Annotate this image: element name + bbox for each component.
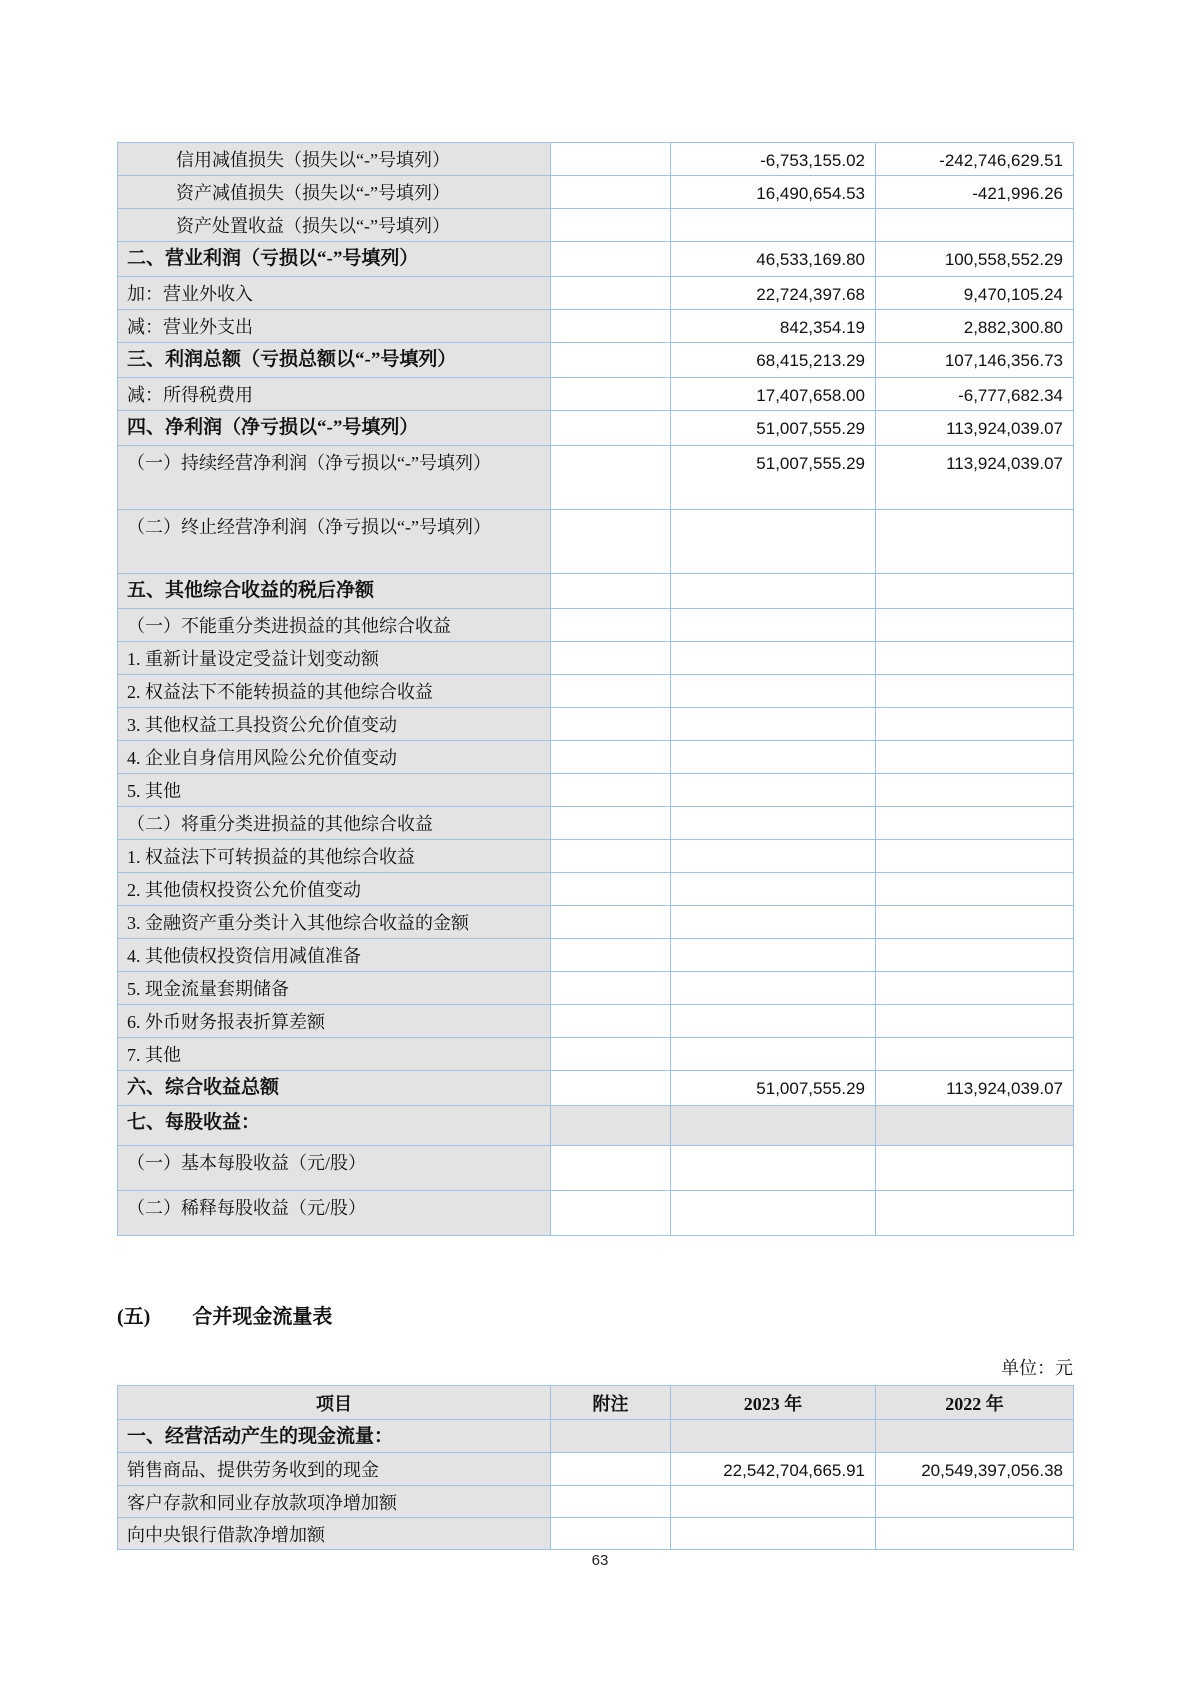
column-header-note: 附注 — [551, 1386, 671, 1420]
row-label: 资产减值损失（损失以“-”号填列） — [118, 176, 551, 209]
row-label: 7. 其他 — [118, 1038, 551, 1071]
table-row — [118, 675, 1074, 708]
row-value-2023: 842,354.19 — [671, 310, 876, 343]
row-value-2023 — [671, 708, 876, 741]
table-row — [118, 176, 1074, 209]
row-value-2023: 16,490,654.53 — [671, 176, 876, 209]
table-row — [118, 807, 1074, 840]
row-label: （一）基本每股收益（元/股） — [118, 1146, 551, 1191]
row-note-cell — [551, 873, 671, 906]
row-note-cell — [551, 446, 671, 510]
table-row — [118, 1486, 1074, 1518]
row-value-2023: 46,533,169.80 — [671, 242, 876, 277]
table-row — [118, 411, 1074, 446]
row-value-2023 — [671, 906, 876, 939]
row-note-cell — [551, 1486, 671, 1518]
row-label: 销售商品、提供劳务收到的现金 — [118, 1453, 551, 1486]
row-value-2023 — [671, 209, 876, 242]
table-row — [118, 574, 1074, 609]
row-value-2023: 51,007,555.29 — [671, 446, 876, 510]
row-value-2022 — [876, 1005, 1074, 1038]
row-label: （二）稀释每股收益（元/股） — [118, 1191, 551, 1236]
table-row — [118, 1005, 1074, 1038]
row-value-2022: 9,470,105.24 — [876, 277, 1074, 310]
row-value-2023 — [671, 1106, 876, 1146]
row-note-cell — [551, 1191, 671, 1236]
row-label: 四、净利润（净亏损以“-”号填列） — [118, 411, 551, 446]
row-value-2023: 51,007,555.29 — [671, 1071, 876, 1106]
row-value-2022 — [876, 1146, 1074, 1191]
row-note-cell — [551, 574, 671, 609]
row-value-2023 — [671, 741, 876, 774]
table-row — [118, 873, 1074, 906]
row-value-2022 — [876, 675, 1074, 708]
row-value-2023 — [671, 873, 876, 906]
row-value-2022 — [876, 741, 1074, 774]
row-value-2023 — [671, 510, 876, 574]
row-note-cell — [551, 176, 671, 209]
row-value-2022: -421,996.26 — [876, 176, 1074, 209]
row-value-2023 — [671, 1038, 876, 1071]
row-label: 三、利润总额（亏损总额以“-”号填列） — [118, 343, 551, 378]
table-row — [118, 609, 1074, 642]
row-note-cell — [551, 1071, 671, 1106]
row-note-cell — [551, 343, 671, 378]
row-value-2022 — [876, 1518, 1074, 1550]
row-note-cell — [551, 1453, 671, 1486]
row-value-2022: 113,924,039.07 — [876, 411, 1074, 446]
row-note-cell — [551, 1005, 671, 1038]
table-row — [118, 446, 1074, 510]
row-value-2023 — [671, 642, 876, 675]
row-value-2022 — [876, 840, 1074, 873]
row-value-2023: -6,753,155.02 — [671, 143, 876, 176]
row-label: 向中央银行借款净增加额 — [118, 1518, 551, 1550]
row-note-cell — [551, 1146, 671, 1191]
row-note-cell — [551, 242, 671, 277]
table-row — [118, 343, 1074, 378]
row-label: 4. 企业自身信用风险公允价值变动 — [118, 741, 551, 774]
row-value-2023 — [671, 939, 876, 972]
row-note-cell — [551, 1420, 671, 1453]
row-note-cell — [551, 510, 671, 574]
table-row — [118, 1453, 1074, 1486]
row-value-2022: 107,146,356.73 — [876, 343, 1074, 378]
row-note-cell — [551, 807, 671, 840]
table-row — [118, 840, 1074, 873]
row-label: 客户存款和同业存放款项净增加额 — [118, 1486, 551, 1518]
table-header-row — [118, 1386, 1074, 1420]
table-row — [118, 642, 1074, 675]
row-value-2022 — [876, 972, 1074, 1005]
row-label: 5. 其他 — [118, 774, 551, 807]
column-header-2023: 2023 年 — [671, 1386, 876, 1420]
row-label: 4. 其他债权投资信用减值准备 — [118, 939, 551, 972]
page-number: 63 — [591, 1552, 609, 1569]
table-row — [118, 209, 1074, 242]
row-note-cell — [551, 906, 671, 939]
row-value-2022 — [876, 873, 1074, 906]
row-value-2022 — [876, 939, 1074, 972]
row-value-2022 — [876, 1486, 1074, 1518]
row-value-2022 — [876, 1038, 1074, 1071]
row-value-2022 — [876, 574, 1074, 609]
table-row — [118, 774, 1074, 807]
row-note-cell — [551, 1038, 671, 1071]
row-value-2022 — [876, 774, 1074, 807]
section-number: (五) — [117, 1306, 151, 1328]
row-label: 一、经营活动产生的现金流量： — [118, 1420, 551, 1453]
row-label: （二）将重分类进损益的其他综合收益 — [118, 807, 551, 840]
table-row — [118, 1191, 1074, 1236]
row-label: 2. 其他债权投资公允价值变动 — [118, 873, 551, 906]
row-value-2022 — [876, 708, 1074, 741]
row-label: （一）持续经营净利润（净亏损以“-”号填列） — [118, 446, 551, 510]
row-label: 1. 重新计量设定受益计划变动额 — [118, 642, 551, 675]
row-value-2022: -6,777,682.34 — [876, 378, 1074, 411]
row-value-2022 — [876, 1106, 1074, 1146]
cashflow-statement-table — [117, 1385, 1074, 1550]
row-note-cell — [551, 1106, 671, 1146]
table-row — [118, 143, 1074, 176]
table-row — [118, 310, 1074, 343]
table-row — [118, 510, 1074, 574]
row-value-2023 — [671, 840, 876, 873]
unit-label: 单位：元 — [1001, 1358, 1073, 1378]
section-heading — [117, 1300, 1073, 1329]
row-note-cell — [551, 209, 671, 242]
row-note-cell — [551, 708, 671, 741]
row-label: 五、其他综合收益的税后净额 — [118, 574, 551, 609]
row-note-cell — [551, 1518, 671, 1550]
table-row — [118, 939, 1074, 972]
row-label: 1. 权益法下可转损益的其他综合收益 — [118, 840, 551, 873]
row-label: 2. 权益法下不能转损益的其他综合收益 — [118, 675, 551, 708]
row-value-2023 — [671, 1005, 876, 1038]
table-row — [118, 242, 1074, 277]
table-row — [118, 1146, 1074, 1191]
row-label: 加：营业外收入 — [118, 277, 551, 310]
row-label: 信用减值损失（损失以“-”号填列） — [118, 143, 551, 176]
row-value-2023: 22,724,397.68 — [671, 277, 876, 310]
row-value-2023 — [671, 1146, 876, 1191]
row-value-2023 — [671, 1191, 876, 1236]
column-header-item: 项目 — [118, 1386, 551, 1420]
table-row — [118, 1038, 1074, 1071]
row-value-2022: 113,924,039.07 — [876, 1071, 1074, 1106]
table-row — [118, 277, 1074, 310]
table-row — [118, 708, 1074, 741]
row-value-2023: 51,007,555.29 — [671, 411, 876, 446]
income-statement-table — [117, 142, 1074, 1236]
column-header-2022: 2022 年 — [876, 1386, 1074, 1420]
row-label: 3. 其他权益工具投资公允价值变动 — [118, 708, 551, 741]
row-note-cell — [551, 143, 671, 176]
table-row — [118, 1106, 1074, 1146]
table-row — [118, 1420, 1074, 1453]
row-value-2023 — [671, 609, 876, 642]
row-note-cell — [551, 939, 671, 972]
section-title: 合并现金流量表 — [192, 1306, 333, 1328]
row-note-cell — [551, 609, 671, 642]
row-value-2022: 2,882,300.80 — [876, 310, 1074, 343]
row-value-2022: 20,549,397,056.38 — [876, 1453, 1074, 1486]
row-value-2022 — [876, 510, 1074, 574]
table-row — [118, 1518, 1074, 1550]
table-row — [118, 972, 1074, 1005]
row-value-2022: 113,924,039.07 — [876, 446, 1074, 510]
row-value-2023 — [671, 1518, 876, 1550]
row-note-cell — [551, 774, 671, 807]
row-value-2023: 22,542,704,665.91 — [671, 1453, 876, 1486]
row-value-2022: 100,558,552.29 — [876, 242, 1074, 277]
row-note-cell — [551, 642, 671, 675]
row-value-2022 — [876, 906, 1074, 939]
row-value-2022: -242,746,629.51 — [876, 143, 1074, 176]
row-value-2022 — [876, 209, 1074, 242]
row-value-2022 — [876, 1420, 1074, 1453]
row-value-2023 — [671, 1420, 876, 1453]
table-row — [118, 741, 1074, 774]
table-row — [118, 1071, 1074, 1106]
row-note-cell — [551, 840, 671, 873]
table-row — [118, 906, 1074, 939]
row-note-cell — [551, 741, 671, 774]
row-label: （一）不能重分类进损益的其他综合收益 — [118, 609, 551, 642]
row-value-2023 — [671, 807, 876, 840]
row-note-cell — [551, 378, 671, 411]
row-note-cell — [551, 310, 671, 343]
row-value-2023 — [671, 675, 876, 708]
row-note-cell — [551, 972, 671, 1005]
row-value-2022 — [876, 609, 1074, 642]
row-value-2022 — [876, 1191, 1074, 1236]
row-value-2023 — [671, 972, 876, 1005]
row-label: 减：营业外支出 — [118, 310, 551, 343]
row-label: 六、综合收益总额 — [118, 1071, 551, 1106]
row-label: 减：所得税费用 — [118, 378, 551, 411]
row-value-2022 — [876, 807, 1074, 840]
row-value-2023 — [671, 1486, 876, 1518]
row-label: 3. 金融资产重分类计入其他综合收益的金额 — [118, 906, 551, 939]
row-value-2023 — [671, 574, 876, 609]
row-label: 二、营业利润（亏损以“-”号填列） — [118, 242, 551, 277]
row-label: （二）终止经营净利润（净亏损以“-”号填列） — [118, 510, 551, 574]
row-label: 5. 现金流量套期储备 — [118, 972, 551, 1005]
row-label: 6. 外币财务报表折算差额 — [118, 1005, 551, 1038]
row-note-cell — [551, 277, 671, 310]
row-value-2022 — [876, 642, 1074, 675]
row-value-2023: 17,407,658.00 — [671, 378, 876, 411]
table-row — [118, 378, 1074, 411]
row-value-2023: 68,415,213.29 — [671, 343, 876, 378]
row-value-2023 — [671, 774, 876, 807]
row-label: 七、每股收益： — [118, 1106, 551, 1146]
row-note-cell — [551, 675, 671, 708]
row-label: 资产处置收益（损失以“-”号填列） — [118, 209, 551, 242]
row-note-cell — [551, 411, 671, 446]
